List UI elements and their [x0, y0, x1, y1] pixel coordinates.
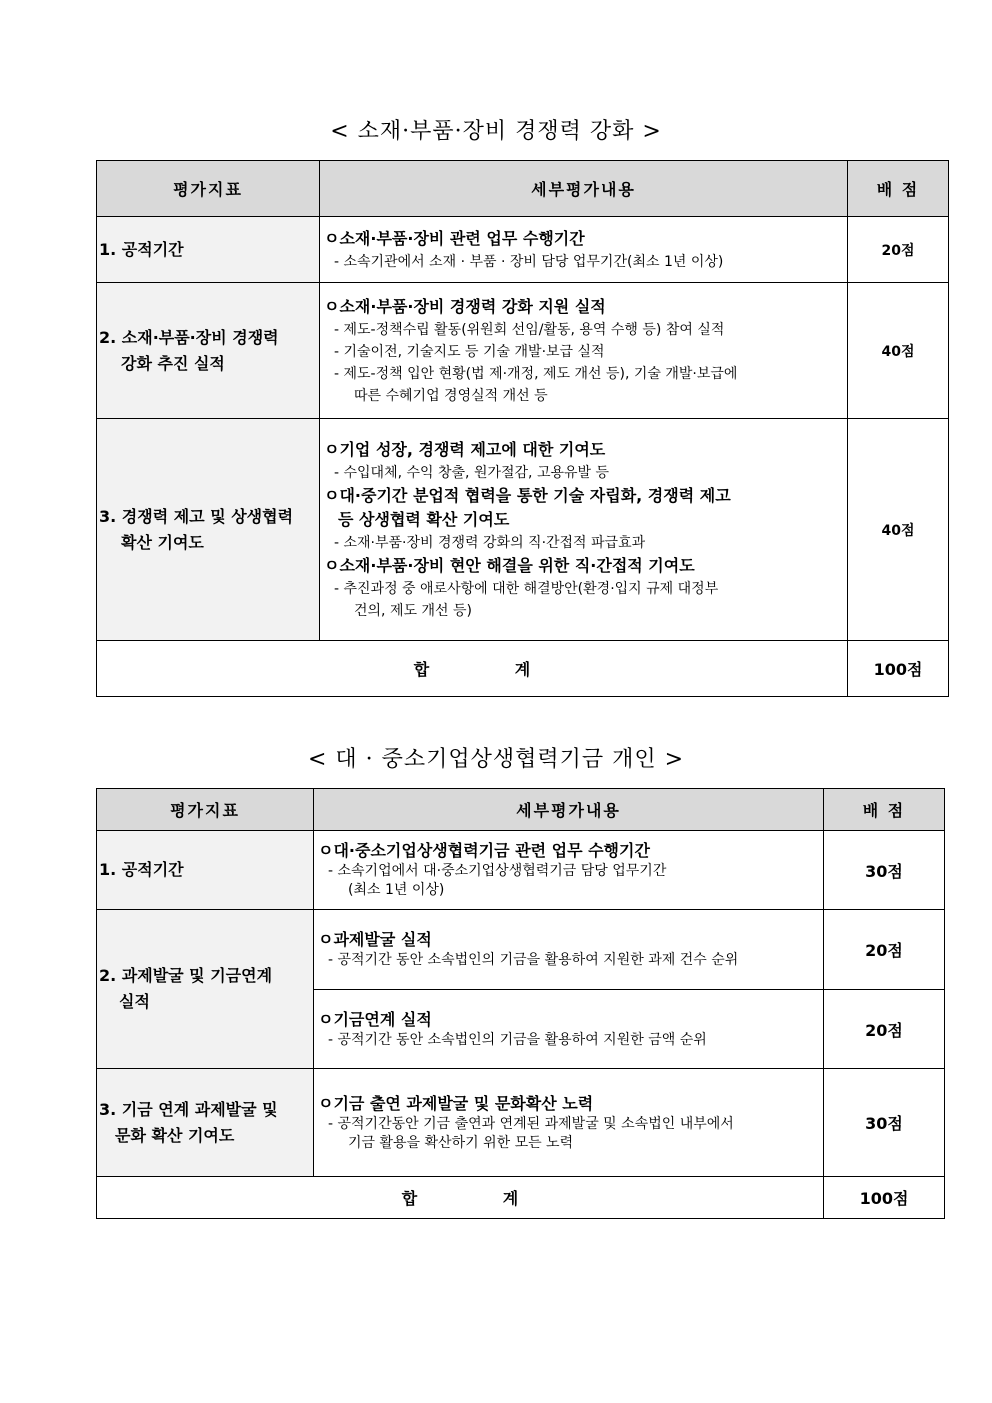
detail-cell: [314, 1069, 824, 1177]
indicator-cell: [97, 419, 320, 641]
detail-item: - 제도-정책 입안 현황(법 제·개정, 제도 개선 등), 기술 개발·보급에 따른 수혜기업 경영실적 개선 등: [334, 365, 738, 404]
detail-item: - 소속기관에서 소재 · 부품 · 장비 담당 업무기간(최소 1년 이상): [334, 253, 724, 270]
detail-heading: ㅇ소재·부품·장비 관련 업무 수행기간: [324, 228, 585, 248]
table-header-row: [97, 161, 949, 217]
detail-heading: ㅇ소재·부품·장비 경쟁력 강화 지원 실적: [324, 296, 606, 316]
detail-cell: [314, 831, 824, 910]
detail-item: - 공적기간 동안 소속법인의 기금을 활용하여 지원한 금액 순위: [328, 1031, 707, 1048]
score-cell: 20점: [848, 217, 949, 283]
indicator-label-cont: 문화 확산 기여도: [115, 1125, 235, 1145]
detail-cell: [320, 419, 848, 641]
detail-item: - 공적기간 동안 소속법인의 기금을 활용하여 지원한 과제 건수 순위: [328, 952, 739, 968]
detail-heading: ㅇ대·중소기업상생협력기금 관련 업무 수행기간: [318, 841, 650, 860]
indicator-cell: [97, 831, 314, 910]
score-cell: 20점: [824, 990, 945, 1069]
header-indicator: 평가지표: [97, 789, 314, 831]
detail-item: - 기술이전, 기술지도 등 기술 개발·보급 실적: [334, 343, 605, 360]
section1-title: < 소재·부품·장비 경쟁력 강화 >: [330, 119, 662, 144]
detail-item: - 소속기업에서 대·중소기업상생협력기금 담당 업무기간 (최소 1년 이상): [328, 863, 667, 898]
score-cell: 40점: [848, 419, 949, 641]
table-row: [97, 283, 949, 419]
score-cell: 30점: [824, 1069, 945, 1177]
header-score: 배 점: [848, 161, 949, 217]
detail-heading: ㅇ기업 성장, 경쟁력 제고에 대한 기여도: [324, 439, 606, 459]
table-2: [96, 788, 945, 1219]
indicator-label: 2. 과제발굴 및 기금연계: [99, 966, 273, 985]
detail-item: - 소재·부품·장비 경쟁력 강화의 직·간접적 파급효과: [334, 534, 646, 551]
indicator-cell: [97, 283, 320, 419]
detail-cell: [314, 910, 824, 990]
table-1: [96, 160, 949, 697]
detail-heading: ㅇ기금 출연 과제발굴 및 문화확산 노력: [318, 1093, 594, 1113]
table-row: [97, 217, 949, 283]
indicator-cell: [97, 910, 314, 1069]
indicator-label-cont: 확산 기여도: [121, 532, 204, 552]
detail-cell: [320, 283, 848, 419]
detail-heading: ㅇ소재·부품·장비 현안 해결을 위한 직·간접적 기여도: [324, 555, 695, 575]
total-row: [97, 1177, 945, 1219]
header-indicator: 평가지표: [97, 161, 320, 217]
score-cell: 40점: [848, 283, 949, 419]
score-cell: 20점: [824, 910, 945, 990]
indicator-label: 3. 경쟁력 제고 및 상생협력: [99, 506, 294, 526]
table-row: [97, 910, 945, 990]
detail-item: - 추진과정 중 애로사항에 대한 해결방안(환경·입지 규제 대정부 건의, 제도 개선 등): [334, 580, 719, 619]
total-row: [97, 641, 949, 697]
detail-item: - 공적기간동안 기금 출연과 연계된 과제발굴 및 소속법인 내부에서 기금 활용을 확산하기 위한 모든 노력: [328, 1115, 734, 1151]
total-label: 합 계: [97, 1177, 824, 1219]
score-cell: 30점: [824, 831, 945, 910]
table-header-row: [97, 789, 945, 831]
detail-cell: [314, 990, 824, 1069]
total-score: 100점: [848, 641, 949, 697]
detail-item: - 수입대체, 수익 창출, 원가절감, 고용유발 등: [334, 464, 610, 481]
total-score: 100점: [824, 1177, 945, 1219]
indicator-label-cont: 실적: [119, 992, 150, 1011]
table-row: [97, 831, 945, 910]
indicator-cell: [97, 1069, 314, 1177]
table-row: [97, 1069, 945, 1177]
detail-heading: ㅇ대·중기간 분업적 협력을 통한 기술 자립화, 경쟁력 제고 등 상생협력 확산 기여도: [324, 485, 731, 529]
detail-item: - 제도-정책수립 활동(위원회 선임/활동, 용역 수행 등) 참여 실적: [334, 321, 725, 338]
header-detail: 세부평가내용: [314, 789, 824, 831]
indicator-label: 1. 공적기간: [99, 239, 184, 259]
indicator-label-cont: 강화 추진 실적: [121, 353, 225, 373]
detail-heading: ㅇ기금연계 실적: [318, 1009, 432, 1029]
detail-heading: ㅇ과제발굴 실적: [318, 930, 432, 949]
table-row: [97, 419, 949, 641]
header-score: 배 점: [824, 789, 945, 831]
indicator-label: 3. 기금 연계 과제발굴 및: [99, 1099, 278, 1119]
section2-title: < 대 · 중소기업상생협력기금 개인 >: [307, 747, 685, 772]
indicator-label: 2. 소재·부품·장비 경쟁력: [99, 327, 279, 347]
detail-cell: [320, 217, 848, 283]
indicator-label: 1. 공적기간: [99, 860, 184, 879]
total-label: 합 계: [97, 641, 848, 697]
indicator-cell: [97, 217, 320, 283]
header-detail: 세부평가내용: [320, 161, 848, 217]
